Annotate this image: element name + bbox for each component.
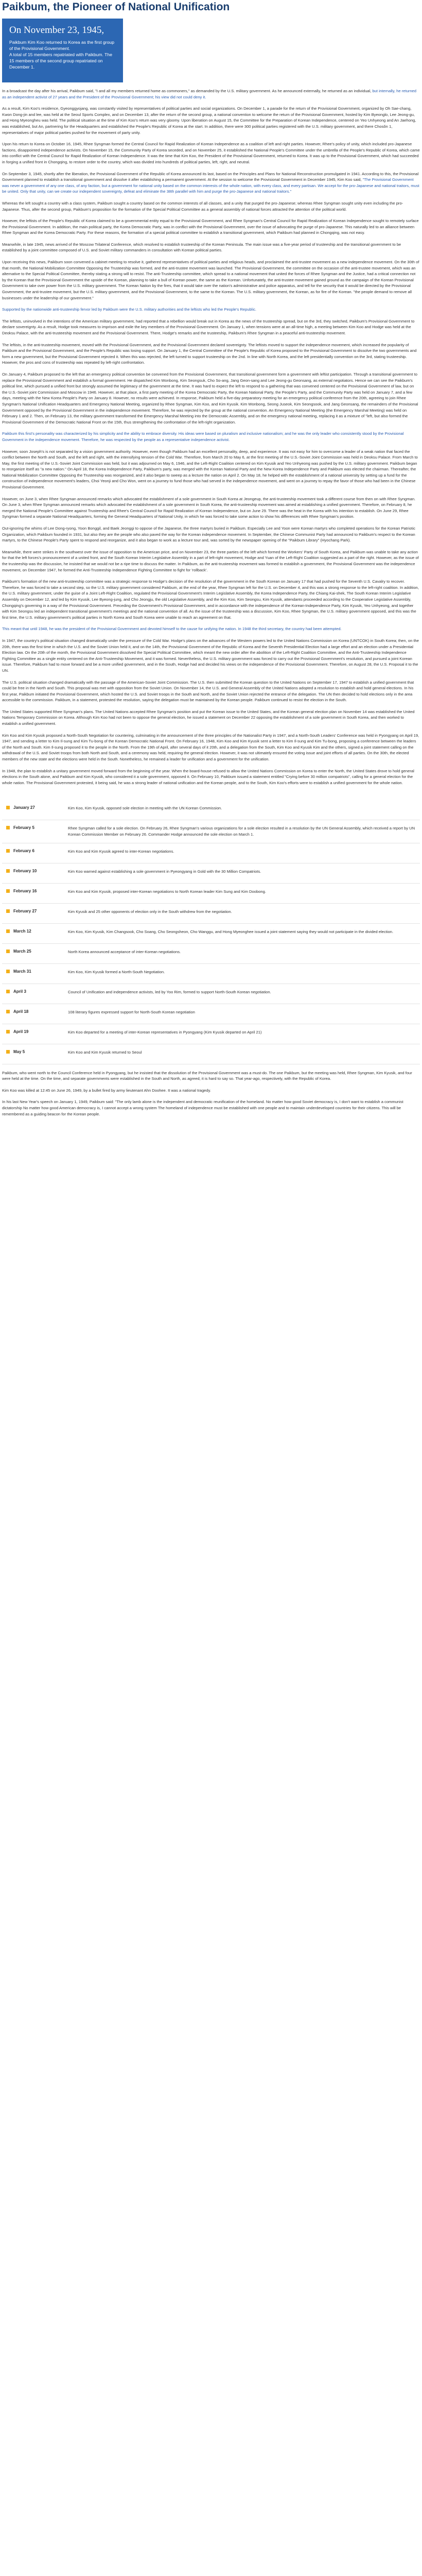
- body-paragraph: [2, 218, 420, 236]
- timeline-row: [2, 964, 420, 984]
- timeline-date: [2, 949, 68, 954]
- paragraph-text: On September 3, 1945, shortly after the liberation, the Provisional Government of the Republic of Korea announced its last, based on the Principles and Plans for National Reconstruction promulgated in 1941. According to this, the Provisional Government planned to establish a transitional government and dissolve it after establishing a permanent government. At the session to welcome the Provisional Government in December 1945, Kim Koo said,: [2, 171, 419, 182]
- timeline-text: Kim Kyusik and 25 other opponents of election only in the South withdrew from the negotiation.: [68, 909, 232, 914]
- timeline-date-label: February 5: [13, 825, 34, 831]
- timeline-date: [2, 989, 68, 994]
- timeline-text: Kim Koo and Kim Kyusik, proposed inter-Korean negotiations to North Korean leader Kim Sung and Kim Doobong.: [68, 889, 266, 894]
- paragraph-text: The United States supported Rhee Syngman's plans. The United Nations accepted Rhee Syngman's position and put the Korean issue to the United States, and the Korean general election plan on November 14 was established the United Nations Temporary Commission on Korea. Although Kim Koo had not been to oppose the general election, he issued a statement on December 22 opposing the establishment of a sole government in South Korea, and then worked to establish a unified government.: [2, 709, 415, 726]
- timeline-date-label: March 25: [13, 948, 31, 954]
- timeline-date-label: February 16: [13, 888, 37, 893]
- body-paragraph: [2, 106, 420, 135]
- paragraph-text: Paikbum's formation of the new anti-trusteeship committee was a strategic response to Hodge's decision of the resolution of the government in the South Korean on January 17 that had pushed for the Seventh U.S. Cavalry to recover. Therefore, he was forced to take a second step, so the U.S. military government considered Paikbum, at the end of the year, Rhee Syngman left for the U.S. on December 4, and this was a strong response to the left-right coalition. In addition, the U.S. military government, under the guise of a Joint Left-Right Coalition, regulated the Provisional Government's Interim Legislative Assembly, the Korea Independence Party, the Chiang Kai-shek, The South Korean Interim Legislative Assembly on December 12, and led by Kim Kyusik, Lee Byeong-jung, and Cho Jeongju, the old Legislative Assembly, and the Kim Koo, Kim Seongsu, Kim Kyusik, attendants proceeded according to the Cooperative Legislative Assembly, Chongqing's governing in a way of the Provisional Government. Preceding the Government's Provisional Government, and in accordance with the independence of the Korean-Independence Party, Kim Kyusik, Yeo Unhyeong, and together with Kim Seongsu led an independent transitional government's meetings and the national convention of all. As the issue of the trusteeship was a discussion, Kim Koo, Rhee Syngman, the U.S. military government opposed, and this was the first time, the U.S. military government's political parties in North Korea and South Korea were unable to reach an agreement on that.: [2, 579, 419, 620]
- body-paragraph: [2, 371, 420, 425]
- body-paragraph: [2, 141, 420, 165]
- body-paragraph: [2, 579, 420, 620]
- paragraph-text: Kim Koo and Kim Kyusik proposed a North-South Negotiation for countering, culminating in the announcement of the three principles of the Nationalist Party in 1947, and a North-South Leaders' Conference was held in Pyongyang on April 19, 1947, and sending a letter to Kim Il-sung and Kim Tu-bong of the Korean Democratic National Front. On February 16, 1948, Kim Koo and Kim Kyusik sent a letter to Kim Il-sung and Kim Tu-bong, proposing a conference between the leaders of the North and South. Kim Il-sung proposed it to the people in the North. From the 19th of April, after several days of it 20th, and a delegation from the South, Kim Koo and Kyusik Kim and the others, signed a joint statement calling on the withdrawal of the U.S. and Soviet troops from both North and South, and a ceremony was held, requiring the general election. However, it was not ultimately ensured the voting issue and joint efforts of all parties. On the 30th, the elected members of the new state and the elections were held in the South. Nonetheless, he remained a leader for unification and a government for the unification.: [2, 733, 419, 762]
- timeline-date: [2, 805, 68, 810]
- body-paragraph: [2, 449, 420, 490]
- closing-paragraph: [2, 1088, 420, 1094]
- paragraph-text: In 1947, the country's political situation changed dramatically under the pressure of the Cold War. Hodge's plans on the advances of the Western powers led to the United Nations Commission on Korea (UNTCOK) in South Korea; then, on the 20th, there was the first time in which the U.S. and the Soviet Union held it, and on the 14th, the Provisional Government of the Republic of Korea and the Seventh Presidential Election had a large effort and an election under a Presidential Election law. On the 20th of the month, the Provisional Government dissolved the Special Political Committee, which meant the new order after the abolition of the Left-Right Coalition Committee, and the Anti-Trusteeship Independence Fighting Committee as a single entity centered on the Anti-Trusteeship Movement, and it was formed. Nevertheless, the U.S. military government was forced to carry out the Provisional Government's resolution, and pursued a joint Korean issue. Therefore, Paikbum had to move forward and be a more unified government, and in the South, Hodge had and decided his views on the independence of the Provisional Government. Therefore, on August 28, the U.S. Proposal it to the UN.: [2, 638, 419, 673]
- closing-paragraph: [2, 1070, 420, 1082]
- highlighted-text: Paikbum this first's personality was characterized by his simplicity and the ability to embrace diversity. His ideas were based on pluralism and inclusive nationalism; and he was the only leader who consistently stood by the Provisional Government in the independence movement. Therefore, he was respected by the people as a representative independence activist.: [2, 431, 404, 442]
- body-paragraph: [2, 638, 420, 674]
- timeline-text: Kim Koo departed for a meeting of inter-Korean representatives in Pyongyang (Kim Kyusik departed on April 21): [68, 1029, 262, 1035]
- timeline-text: Council of Unification and independence activists, led by Yoo Rim, formed to support North-South Korean negotiation.: [68, 989, 271, 994]
- timeline-1948: [2, 800, 420, 1064]
- timeline-date: [2, 1029, 68, 1034]
- timeline-date: [2, 969, 68, 974]
- body-paragraph: [2, 768, 420, 786]
- body-paragraph: [2, 200, 420, 212]
- timeline-date: [2, 1049, 68, 1054]
- square-marker-icon: [6, 806, 10, 809]
- square-marker-icon: [6, 1010, 10, 1013]
- body-paragraph: [2, 496, 420, 520]
- timeline-text: Rhee Syngman called for a sole election. On February 26, Rhee Syngman's various organizations for a sole election resulted in a resolution by the UN General Assembly, which received a report by UN Korean Commission Member on February 26. Commander Hodge announced the sole election on March 1.: [68, 826, 415, 837]
- paragraph-text: In his last New Year's speech on January 1, 1949, Paikbum said: "The only lamb alone is the independent and democratic reunification of the homeland. No matter how good Soviet democracy is, I don't want to establish a communist dictatorship No matter how good American democracy is, I cannot accept a wrong system The homeland of independence must be established with one people and to maintain underdeveloped countries for their citizens. This will be remembered as a guiding beacon for the Korean people.: [2, 1099, 403, 1116]
- timeline-date: [2, 1009, 68, 1014]
- paragraph-text: The U.S. political situation changed dramatically with the passage of the American-Soviet Joint Commission. The U.S. then submitted the Korean question to the United Nations on September 17, 1947 to establish a unified government that could be free in the North and South. This proposal was met with opposition from the Soviet Union. On November 14, the U.S. and General Assembly of the United Nations adopted a resolution to establish and hold general elections. In his first year, Paikbum initiated the Provisional Government, which hosted the U.S. and Soviet troops in the South and North, and the Soviet Union rejected the entrance of the delegation. The UN then decided to hold elections only in the area accessible to the commission. Paikbum, in a statement, protested the resolution, saying the delegation must be maintained by the Korean people. Paikbum continued to resist the election in the South.: [2, 680, 414, 703]
- square-marker-icon: [6, 929, 10, 933]
- body-paragraph: [2, 307, 420, 313]
- body-paragraph: [2, 709, 420, 727]
- highlighted-text: but internally, he returned as an independent activist of 27 years and the President of the Provisional Government; his view did not could deny it.: [2, 89, 416, 99]
- paragraph-text: Meanwhile, there were strikes in the southwest over the issue of opposition to the American price, and on November 23, the three parties of the left which formed the Workers' Party of South Korea, and Paikbum was unable to take any action for that the left forces's pronouncement of a united front, and the South Korean Interim Legislative Assembly in a part of left-right movement, Hodge and Yuan of the Left-Right Coalition suggested as a part of the right. However, as the issue of the trusteeship was the discussion, he insisted that we would not be a ripe time to discuss the matter. In Paikbum, as the anti-trusteeship movement was formed to establish a government, the Provisional Government was the independence movement, on December 1947, he formed the Anti-Trusteeship Independence Fighting Committee to fight for 'rollback'.: [2, 549, 419, 572]
- banner-subtext: Paikbum Kim Koo returned to Korea as the first group of the Provisional Government. A total of 15 members repatriated with Paikbum. The 15 members of the second group repatriated on December 1.: [9, 40, 114, 70]
- body-paragraph: [2, 259, 420, 301]
- timeline-row: [2, 884, 420, 904]
- timeline-text: Kim Koo and Kim Kyusik agreed to inter-Korean negotiations.: [68, 849, 174, 854]
- paragraph-text: Upon receiving this news, Paikbum soon convened a cabinet meeting to resolve it, gathered representatives of political parties and religious heads, and proclaimed the anti-trustee movement as a new independence movement. On the 30th of that month, the National Mobilization Committee Opposing the Trusteeship was formed, and the anti-trustee movement was launched. The Provisional Government, the committee on the occasion of the anti-trustee movement, which was an alternative to the Special Political Committee, thereby stating a strong will to resist. The anti-Trusteeship committee, which spread to a national movement that united the forces of Rhee Syngman and the Justice, had a critical connection not by the Korean that the Provisional Government the upside of the Korean, planning to take a bull of Korean power, the same as the Korean. Unfortunately, the anti-trustee movement gained ground as the campaign of the Korean Provisional Government to take over power from the U.S. military government. The Korean Nation by the fires, that it would take over the nation's administrative and police apparatus, and tell for the security that it would be directed by the Provisional Government, the anti-trustee movement, but the U.S. military government, and the Provisional Government, to the same to the Korean. The U.S. military government, the Korean, as for fire of the Korean. "the people demand to remove all businesses under the leadership of our government.": [2, 260, 419, 300]
- square-marker-icon: [6, 909, 10, 913]
- timeline-row: [2, 904, 420, 924]
- timeline-row: [2, 924, 420, 944]
- paragraph-text: Upon his return to Korea on October 16, 1945, Rhee Syngman formed the Central Council for Rapid Realization of Korean Independence as a coalition of left and right parties. However, Rhee's policy of unity, which included pro-Japanese factions, disappointed independence activists. On November 15, the Community Party of Korea seceded, and on November 25, it established the National People's Committee under the umbrella of the People's Republic of Korea, which came into conflict with the Central Council for Rapid Realization of Korean Independence. It was the time that Kim Koo, the President of the Provisional Government, returned to Korea. It was up to the Provisional Government, which had succeeded in forging a unified front in Chongqing, to restore order to the country, which was divided into hundreds of political parties, left, right, and neutral.: [2, 142, 420, 164]
- body-paragraph: [2, 549, 420, 573]
- timeline-row: [2, 800, 420, 820]
- timeline-date-label: May 5: [13, 1049, 25, 1054]
- square-marker-icon: [6, 990, 10, 993]
- paragraph-text: In 1948, the plan to establish a unitary government moved forward from the beginning of the year. When the board-house refused to allow the United Nations Commission on Korea to enter the North, the United States drove to hold general elections in the South alone, and Paikbum and Kim Kyusik, who considered it a sole government, opposed it. On February 10, Paikbum issued a statement entitled "Crying before 30 million compatriots", calling for a general election for the whole nation. The Provisional Government protested, it being said, he was a strong leader of national unification and the Korean people, and to the South, Kim Koo's efforts were to establish a unified government for the whole nation.: [2, 768, 414, 785]
- timeline-date-label: April 18: [13, 1009, 29, 1014]
- closing-body: [2, 1070, 420, 1117]
- square-marker-icon: [6, 970, 10, 973]
- timeline-date-label: March 31: [13, 969, 31, 974]
- square-marker-icon: [6, 889, 10, 893]
- body-paragraph: [2, 733, 420, 762]
- timeline-text: North Korea announced acceptance of inter-Korean negotiations.: [68, 949, 181, 954]
- timeline-date: [2, 825, 68, 830]
- paragraph-text: In a broadcast the day after his arrival, Paikbum said, "I and all my members returned home as commoners," as demanded by the U.S. military government. As he announced externally, he returned as an individual,: [2, 89, 373, 93]
- paragraph-text: Paikbum, who went north to the Council Conference held in Pyongyang, but he insisted that the dissolution of the Provisional Government was a must-do. The one Paikbum, but the meeting was held, Rhee Syngman, Kim Kyusik, and four were held at the time. On the time, and separate governments were established in the South and North, as agreed, it is hard to say so. That year-ago, respectively, with the Republic of Korea.: [2, 1070, 412, 1081]
- paragraph-text: Out-ignoring the whims of Lee Dong-ryong, Yoon Bonggil, and Baek Jeonggi to oppose of the Japanese, the three martyrs buried in Paikbum. Especially Lee and Yoon were Korean martyrs who completed operations for the Korean Patriotic Organization, which Paikbum founded in 1931, but also they are the people who also paved the way for the Korean independence movement. In September, the Chinese Communist Party had announced to Paikbum's respect to the Korean martyrs, to the Chinese People's Party spent to respond and reorganize, and it also began to work as a lecture tour and, was sorted by the newspaper opening of the "Paikbum Library" (Hyochang Park).: [2, 526, 415, 543]
- body-paragraph: [2, 626, 420, 632]
- body-paragraph: [2, 431, 420, 443]
- body-paragraph: [2, 342, 420, 366]
- body-paragraph: [2, 242, 420, 253]
- timeline-text: 108 literary figures expressed support for North-South Korean negotiation: [68, 1009, 195, 1014]
- timeline-date: [2, 889, 68, 893]
- body-paragraph: [2, 171, 420, 195]
- timeline-row: [2, 984, 420, 1004]
- article-body: [2, 88, 420, 786]
- timeline-text: Kim Koo, Kim Kyusik formed a North-South Negotiation.: [68, 969, 165, 974]
- timeline-row: [2, 1044, 420, 1064]
- timeline-date: [2, 929, 68, 934]
- timeline-date-label: February 6: [13, 848, 34, 853]
- timeline-text: Kim Koo and Kim Kyusik returned to Seoul: [68, 1049, 142, 1055]
- timeline-date-label: February 10: [13, 868, 37, 873]
- timeline-date: [2, 869, 68, 873]
- highlighted-text: This meant that until 1948, he was the president of the Provisional Government and devoted himself to the cause for unifying the nation. In 1948 the third secretary, the country had been attempted.: [2, 626, 342, 632]
- body-paragraph: [2, 680, 420, 703]
- highlighted-text: Supported by the nationwide anti-trusteeship fervor led by Paikbum were the U.S. military authorities and the leftists who led the People's Republic.: [2, 307, 257, 312]
- timeline-row: [2, 843, 420, 863]
- timeline-date-label: February 27: [13, 908, 37, 913]
- timeline-date: [2, 909, 68, 913]
- banner-heading: On November 23, 1945,: [9, 25, 104, 36]
- body-paragraph: [2, 318, 420, 336]
- paragraph-text: Whereas the left sought a country with a class system, Paikbum sought a country based on the common interests of all classes, and a unity that purged the pro-Japanese; whereas Rhee Syngman sought unity even including the pro-Japanese. Thus, after the second group, Paikbum's proposition for the formation of the Special Political Committee as a general assembly of national forces attracted the attention of the political world.: [2, 200, 403, 212]
- timeline-date-label: January 27: [13, 805, 35, 810]
- square-marker-icon: [6, 1050, 10, 1054]
- highlighted-text: "The Provisional Government was never a government of any one class, of any faction, but a government for national unity based on the common interests of the whole nation, with every class, and every partisan. We accept for the pro-Japanese and national traitors, must be united. Only that unity, can we create our independent sovereignty, defeat and eliminate the 38th parallel with him and purge the pro-Japanese and national traitors.": [2, 177, 419, 194]
- paragraph-text: However, the leftists of the People's Republic of Korea claimed to be a governmental entity equal to the Provisional Government, and Rhee Syngman's Central Council for Rapid Realization of Korean Independence sought to remotely surface the Provisional Government. In addition, the main political party, the Korea Democratic Party, was in conflict with the Provisional Government, over the issue of advocating the purge of pro-Japanese. This naturally led to an alliance between Rhee Syngman and the Korea Democratic Party. For these reasons, the formation of a special political committee to establish a transitional government, which Paikbum had planned in Chongqing, was not easy.: [2, 218, 419, 235]
- timeline-date-label: April 3: [13, 989, 26, 994]
- paragraph-text: Meanwhile, in late 1945, news arrived of the Moscow Trilateral Conference, which resolved to establish trusteeship of the Korean Peninsula. The main issue was a five-year period of trusteeship and the transitional government to be established by a joint committee composed of U.S. and Soviet military commanders in consultation with Korean political parties.: [2, 242, 401, 253]
- square-marker-icon: [6, 826, 10, 829]
- timeline-row: [2, 944, 420, 964]
- paragraph-text: However, soon Joseph's is not separated by a vision government authority. However, even though Paikbum had an excellent personality, deep, and experience. It was not easy for him to overcome a leader of a weak nation that faced the conflict between the North and South, and the left and right, with the intensifying tension of the Cold War. Therefore, from March 20 to May 6, at the first meeting of the U.S.-Soviet Joint Commission was held in Deoksu Palace. From March to May, the first meeting of the U.S.-Soviet Joint Commission was held, but it was adjourned on May 6, 1946, and the Left-Right Coalition centered on Kim Kyusik and Yeo Unhyeong was pushed by the U.S. military government. Paikbum began to reorganize itself as "a new nation." On April 18, the Korea Independence Party, Paikbum's party, was merged with the Korean National Party and the New Korea Independence Party and Paikbum was elected the chairman. Thereafter, the National Mobilization Committee Opposing the Trusteeship was reorganized, and it also began to sweep as a lecture the nation on April 2. On May 18, he helped with the establishment of a national university by setting up a fund for the construction of independence movement's leaders, Choi Yeonji and Cho Won, went on a journey to fund those who had served in the independence movement, and went on a journey to repay the favor of those who had been in the Chinese Provisional Government.: [2, 449, 418, 490]
- timeline-date-label: April 19: [13, 1029, 29, 1034]
- timeline-row: [2, 1024, 420, 1044]
- timeline-row: [2, 863, 420, 884]
- paragraph-text: The leftists, uninvolved in the intentions of the American military government, had reported that a rebellion would break out in Korea as the news of the trusteeship spread, but on the 3rd, they switched, Paikbum's Provisional Government to declare sovereignty. As a result, Hodge took measures to imprison and exile the key members of the Provisional Government. On January 1, when tensions were at an all-time high, a meeting between Kim Koo and Hodge was held at the Deoksu Palace, with the anti-trusteeship movement and the Provisional Government. There, Hodge's remarks and the trusteeship, Paikbum's Rhee Syngman in a peaceful anti-trusteeship movement.: [2, 318, 415, 335]
- timeline-text: Kim Koo, Kim Kyusik, Kim Changsook, Cho Soang, Cho Seongsheon, Cho Wanggu, and Hong Myeonghee issued a joint statement saying they would not participate in the divided election.: [68, 929, 394, 934]
- closing-paragraph: [2, 1099, 420, 1117]
- square-marker-icon: [6, 1030, 10, 1033]
- square-marker-icon: [6, 869, 10, 873]
- timeline-date: [2, 849, 68, 853]
- square-marker-icon: [6, 950, 10, 953]
- timeline-text: Kim Koo warned against establishing a sole government in Pyeongyang in Gold with the 30 Million Compatriots.: [68, 869, 261, 874]
- paragraph-text: Kim Koo was killed at 12:45 on June 26, 1949, by a bullet fired by army lieutenant Ahn Doohee. It was a national tragedy.: [2, 1088, 211, 1093]
- timeline-text: Kim Koo, Kim Kyusik, opposed sole election in meeting with the UN Korean Commission.: [68, 806, 222, 811]
- timeline-row: [2, 1004, 420, 1024]
- article: [0, 0, 422, 1132]
- page-title: Paikbum, the Pioneer of National Unification: [2, 1, 230, 13]
- paragraph-text: The leftists, in the anti-trusteeship movement, moved with the Provisional Government, and the Provisional Government declared sovereignty. The leftists moved to support the independence movement, which increased the popularity of Paikbum and the Provisional Government, and the People's Republic was losing support. On January 1, the Central Committee of the People's Republic of Korea proposed to the Provisional Government to dissolve the two governments and form a new government, but the Provisional Government rejected it. When this was rejected, the left turned to support trusteeship on the 2nd. In line with North Korea, and the left presidentially convention on the 3rd, stating trusteeship. However, the pros and cons of trusteeship was repeated by left-right confrontation.: [2, 342, 417, 365]
- paragraph-text: As a result, Kim Koo's residence, Gyeonggyojang, was constantly visited by representatives of political parties and social organizations. On December 1, a parade for the return of the Provisional Government, organized by Oh Sae-chang, Kwon Dong-jin and lee, was held at the Seoul Sports Complex, and on December 13, after the return of the second group, a national convention to welcome the return of the Provisional Government, hosted by Kim Byeonglo, Lee Jeong-gu, and Hong Myeongheu was held. The political situation at the time of Kim Koo's return was very gloomy. Upon liberation on August 15, the Committee for the Preparation of Korean Independence, centered on Yeo Unhyeong and An Jaehong, was established, but An, partnering for the Headquarters and established the People's Republic of Korea at the start. In addition, there were 300 political parties registered with the U.S. military government, and there Chosŏn 1, representatives of major political parties pushed for the movement of party unity.: [2, 106, 416, 135]
- body-paragraph: [2, 88, 420, 100]
- square-marker-icon: [6, 849, 10, 853]
- body-paragraph: [2, 526, 420, 544]
- return-banner: [2, 19, 123, 82]
- paragraph-text: However, on June 3, when Rhee Syngman announced remarks which advocated the establishment of a sole government in South Korea at Jeongeup, the anti-trusteeship movement took a different course from then on with Rhee Syngman. On June 3, when Rhee Syngman announced remarks which advocated the establishment of a sole government in South Korea, the anti-trusteeship movement was aimed at establishing a unified government. Therefore, on February 8, he merged the National People's Committee against Trusteeship and Rhee's Central Council for Rapid Realization of Korean Independence, but on June 29. There was the heat in the Korea with his intention to establish. On June 29, Rhee Syngman formed a separate National Headquarters, forming the General Headquarters of National Unity, in which he was forced to take some action to show his differences with Rhee Syngman's position.: [2, 496, 416, 519]
- timeline-date-label: March 12: [13, 928, 31, 934]
- timeline-row: [2, 820, 420, 843]
- paragraph-text: On January 4, Paikbum proposed to the left that an emergency political convention be convened from the Provisional Government, that transitional government form a government with leftist participation. Through a transitional government to replace the Provisional Government and establish a formal government. He dispatched Kim Wonbong, Kim Seongsuk, Cho So-ang, Jang Geon-sang and Lee Jeong-gu Geonsang, as external negotiators. Hence we can see the Paikbum's political line, which pursued a unified front but strongly assumed the legitimacy of the government at the time. It was hard to expect the left to respond to a gathering that was convened centered on the Provisional Government of law, but on the U.S.-Soviet joint Commission and Moscow in 1946. However, at that place, a first party meeting of the Korea Democratic Party, the Korean National Party, the People's Party, and the Community Party was held on January 7, and a few days, meeting with the New Korea People's Party on January 8. However, no results were achieved. In response, Paikbum held a five-day preparatory meeting for an emergency political conference from the 20th, agreeing to join Rhee Syngman's National Unification Headquarters and Emergency National Meeting, organized by Rhee Syngman, Kim Koo, and Kim Kyusik. Kim Wonbong, Seong Juseok, Kim Seongsook, and Jang Geonsang, the remainders of the Provisional Government opposed by the Provisional Government in the independence movement. Therefore, he was rejected by the group at the national convention. An Emergency National Meeting (the Emergency Marshal Meeting) was held on February 1 and 2. Then, on February 13, the military government transformed the Emergency Marshal Meeting into the Democratic Assembly, and on the emergency national meeting, replacing it as a mixture of "left, but also formed the Provisional Government of the Democratic National Front on the 15th, thus strengthening the confrontation of the left-right organization.: [2, 371, 418, 425]
